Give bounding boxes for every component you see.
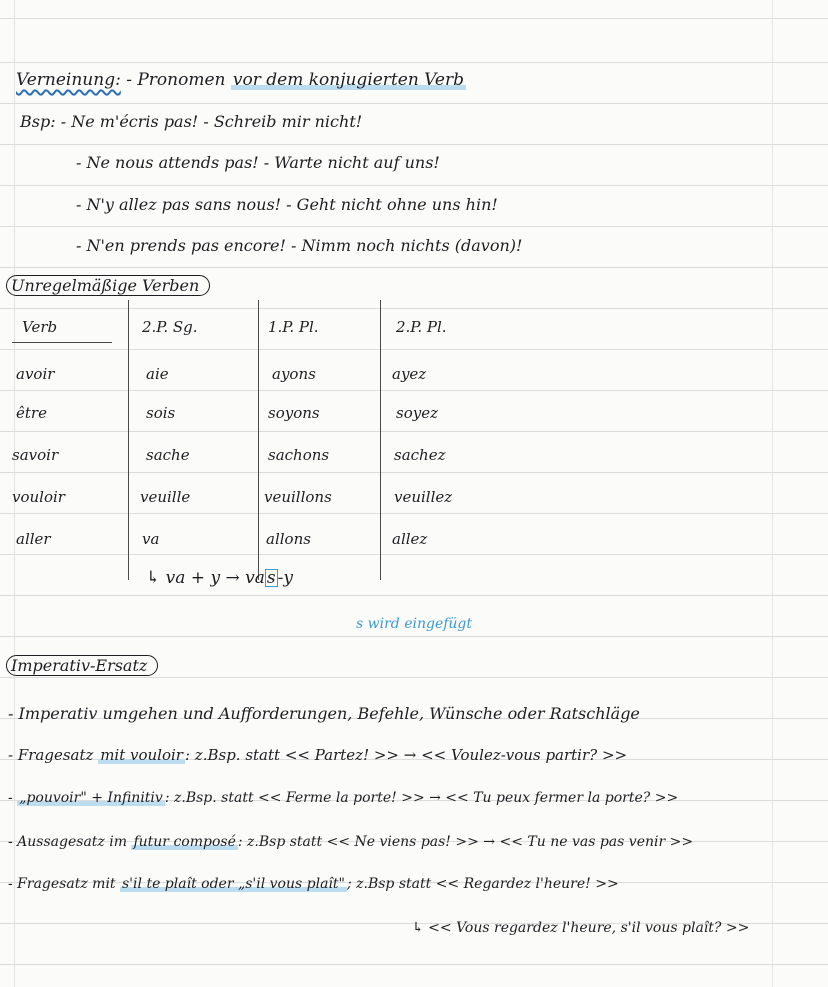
negation-example-1-line [20,112,362,132]
irregular-verbs-title: Unregelmäßige Verben [6,275,210,296]
substitute-line-6: ↳ << Vous regardez l'heure, s'il vous plaît? >> [412,920,750,936]
substitute-title-line [6,656,158,676]
line2-prefix: - Fragesatz [8,746,94,764]
row-verb: aller [16,530,51,548]
row-1p-pl: allons [266,530,311,548]
note-arrow: ↳ [146,568,161,588]
negation-example-2: - Ne nous attends pas! - Warte nicht auf uns! [76,153,440,172]
row-2p-pl: soyez [396,404,438,422]
negation-example-4: - N'en prends pas encore! - Nimm noch nichts (davon)! [76,236,523,255]
header-2p-pl: 2.P. Pl. [396,318,447,336]
header-verb: Verb [22,318,58,336]
line3-highlight: „pouvoir" + Infinitiv [19,790,163,806]
note-end: -y [277,568,293,588]
substitute-line-5 [8,874,619,894]
row-2p-sg: aie [146,365,169,383]
line4-highlight: futur composé [133,834,236,850]
negation-heading: Verneinung: [16,70,121,90]
table-col-divider-2 [258,300,259,580]
row-2p-pl: ayez [392,365,427,383]
row-1p-pl: ayons [272,365,316,383]
negation-example-1: - Ne m'écris pas! - Schreib mir nicht! [60,112,363,131]
header-1p-pl: 1.P. Pl. [268,318,319,336]
row-2p-pl: sachez [394,446,446,464]
negation-rule-prefix: - Pronomen [126,70,226,90]
note-blue-comment: s wird eingefügt [356,616,473,632]
row-2p-pl: allez [392,530,428,548]
table-col-divider-3 [380,300,381,580]
example-label: Bsp: [20,112,56,131]
table-header-underline [12,342,112,343]
row-1p-pl: veuillons [264,488,332,506]
substitute-title: Imperativ-Ersatz [6,655,158,676]
line4-prefix: - Aussagesatz im [8,834,128,850]
table-col-divider-1 [128,300,129,580]
negation-example-3: - N'y allez pas sans nous! - Geht nicht ohne uns hin! [76,195,498,214]
row-verb: avoir [16,365,55,383]
row-1p-pl: soyons [268,404,320,422]
note-inserted: s [266,568,276,588]
header-2p-sg: 2.P. Sg. [142,318,198,336]
line2-highlight: mit vouloir [100,746,183,764]
row-1p-pl: sachons [268,446,330,464]
line4-rest: : z.Bsp statt << Ne viens pas! >> → << Tu ne vas pas venir >> [237,834,694,850]
row-2p-pl: veuillez [394,488,453,506]
line5-prefix: - Fragesatz mit [8,876,116,892]
note-left: va + y → [165,568,240,588]
line2-rest: : z.Bsp. statt << Partez! >> → << Voulez-vous partir? >> [184,746,628,764]
line5-highlight: s'il te plaît oder „s'il vous plaît" [122,876,345,892]
row-verb: être [16,404,47,422]
substitute-line-2 [8,745,627,765]
row-verb: vouloir [12,488,65,506]
right-margin-line [772,0,773,987]
row-verb: savoir [12,446,59,464]
substitute-line-1: - Imperativ umgehen und Aufforderungen, Befehle, Wünsche oder Ratschläge [8,704,640,723]
aller-note [146,568,293,588]
row-2p-sg: veuille [140,488,191,506]
substitute-line-4 [8,832,693,852]
line3-rest: : z.Bsp. statt << Ferme la porte! >> → << Tu peux fermer la porte? >> [164,790,679,806]
negation-rule-line [16,70,466,90]
row-2p-sg: va [142,530,160,548]
row-2p-sg: sois [146,404,176,422]
line5-rest: ; z.Bsp statt << Regardez l'heure! >> [346,876,619,892]
substitute-line-3: - „pouvoir" + Infinitiv : z.Bsp. statt << Ferme la porte! >> → << Tu peux fermer la porte? >> [8,790,679,806]
negation-rule-highlight: vor dem konjugierten Verb [232,70,464,90]
row-2p-sg: sache [146,446,190,464]
irregular-verbs-title-line [6,276,210,296]
note-base: va [245,568,265,588]
